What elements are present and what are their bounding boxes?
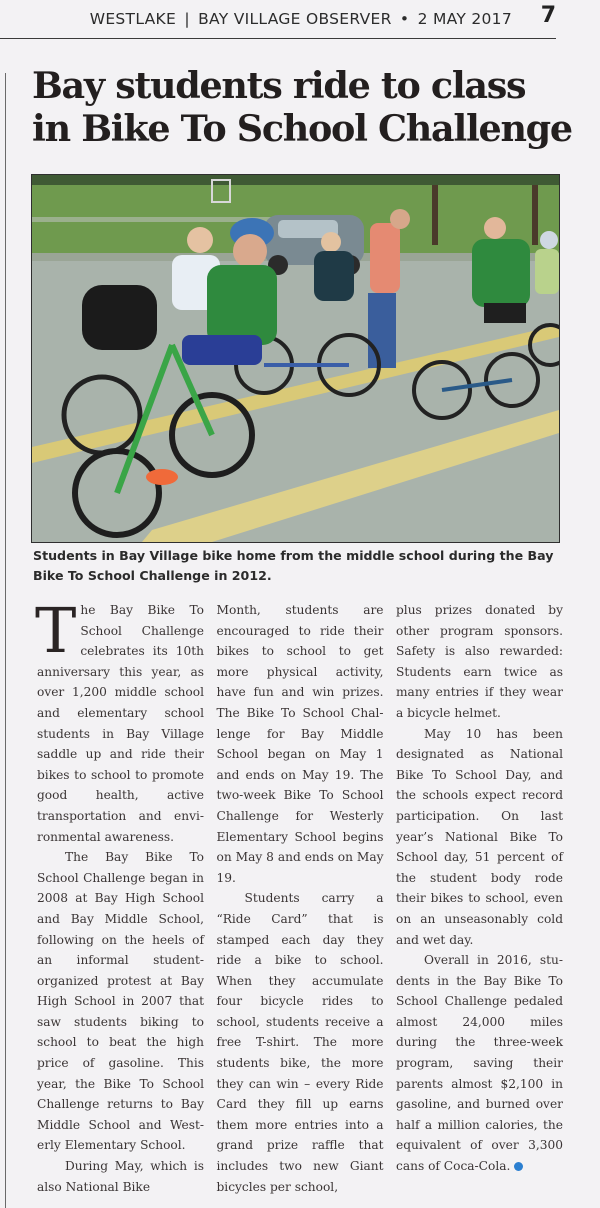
paragraph-text: Overall in 2016, students in the Bay Bike To School Challenge pedaled almost 24,000 miles during the three-week program, saving their parents almost $2,100 in gasoline, and burned over half a million calories, the equivalent of over 3,300 cans of Coca-Cola. xyxy=(396,953,563,1174)
photo-caption: Students in Bay Village bike home from the middle school during the Bay Bike To School Challenge in 2012. xyxy=(33,548,554,583)
paragraph-text: he Bay Bike To School Challenge celebrates its 10th anniversary this year, as over 1,200 middle school and elementary school students in Bay Village saddle up and ride their bikes to school to promote good health, active transportation and environmental awareness. xyxy=(37,603,204,844)
masthead-separator: | xyxy=(184,10,190,28)
article-paragraph xyxy=(35,594,204,847)
issue-date: 2 MAY 2017 xyxy=(417,10,512,28)
article-end-mark-icon xyxy=(514,1162,523,1171)
article-headline: Bay students ride to class in Bike To School Challenge xyxy=(32,64,572,150)
article-paragraph: plus prizes donated by other program sponsors. Safety is also rewarded: Students earn twice as many entries if they wear a bicycle helmet. xyxy=(396,603,563,720)
publication-name: BAY VILLAGE OBSERVER xyxy=(198,10,392,28)
masthead-section: WESTLAKE xyxy=(89,10,177,28)
article-column-1 xyxy=(35,594,204,1197)
masthead-bullet: • xyxy=(399,10,410,28)
drop-cap: T xyxy=(35,594,77,667)
article-paragraph: May 10 has been designated as National Bike To School Day, and the schools expect record participation. On last year’s National Bike To School day, 51 percent of the student body rode their bikes to school, even on an unseasonably cold and wet day. xyxy=(396,726,563,947)
article-paragraph: Students carry a “Ride Card” that is stamped each day they ride a bike to school. When they accumulate four bicycle rides to school, students receive a free T-shirt. The more students bike, the more they can win – every Ride Card they fill up earns them more entries into a grand prize raffle that includes two new Giant bicycles per school, xyxy=(216,891,384,1194)
masthead-line xyxy=(90,10,512,28)
masthead xyxy=(0,0,556,39)
article-column-3 xyxy=(396,600,563,1197)
page-number: 7 xyxy=(540,3,556,28)
article-photo xyxy=(31,174,560,543)
column-divider-rule xyxy=(5,73,6,1208)
photo-illustration xyxy=(32,175,559,542)
article-paragraph: During May, which is also National Bike xyxy=(37,1159,204,1194)
article-column-2 xyxy=(217,600,384,1197)
article-paragraph xyxy=(396,950,563,1177)
article-paragraph: The Bay Bike To School Challenge began in 2008 at Bay High School and Bay Middle School, following on the heels of an informal student-organized protest at Bay High School in 2007 that saw students biking to school to beat the high price of gasoline. This year, the Bike To School Challenge returns to Bay Middle School and Westerly Elementary School. xyxy=(37,850,204,1153)
article-paragraph: Month, students are encouraged to ride their bikes to school to get more physical activity, have fun and win prizes. The Bike To School Challenge for Bay Middle School began on May 1 and ends on May 19. The two-week Bike To School Challenge for Westerly Elementary School begins on May 8 and ends on May 19. xyxy=(216,603,384,885)
article-body xyxy=(35,594,563,1197)
